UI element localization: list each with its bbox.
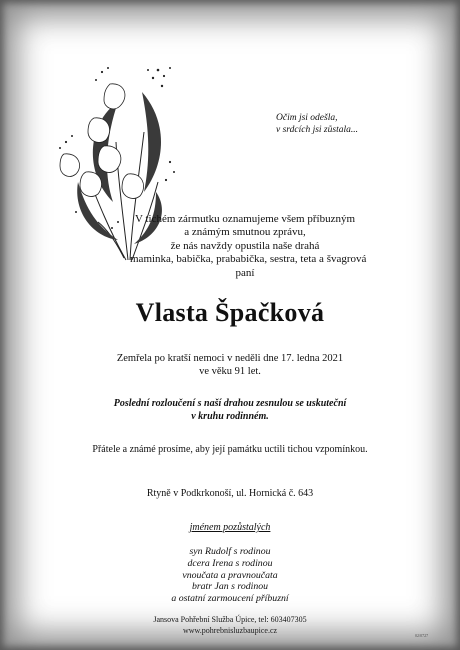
quote-line: v srdcích jsi zůstala... bbox=[276, 125, 358, 135]
farewell-line: Poslední rozloučení s naší drahou zesnulou se uskuteční bbox=[113, 398, 347, 409]
mourners-list bbox=[0, 546, 460, 605]
mourner-line: vnoučata a pravnoučata bbox=[182, 569, 278, 581]
death-notice bbox=[0, 352, 460, 378]
on-behalf-heading: jménem pozůstalých bbox=[189, 522, 271, 533]
announcement-intro bbox=[130, 213, 367, 280]
intro-line: že nás navždy opustila naše drahá bbox=[170, 239, 320, 252]
funeral-service-footer bbox=[0, 615, 460, 636]
quote-line: Očim jsi odešla, bbox=[276, 113, 338, 123]
farewell-notice bbox=[0, 398, 460, 423]
address: Rtyně v Podkrkonoší, ul. Hornická č. 643 bbox=[146, 488, 314, 499]
footer-company: Jansova Pohřební Služba Úpice, tel: 603407305 bbox=[153, 615, 307, 624]
death-line: Zemřela po kratší nemoci v neděli dne 17. ledna 2021 bbox=[116, 353, 344, 364]
mourner-line: dcera Irena s rodinou bbox=[187, 557, 273, 569]
intro-line: a známým smutnou zprávu, bbox=[184, 226, 306, 239]
mourner-line: syn Rudolf s rodinou bbox=[189, 546, 271, 557]
intro-line: paní bbox=[235, 266, 255, 279]
friends-request: Přátele a známé prosíme, aby její památku uctili tichou vzpomínkou. bbox=[92, 444, 368, 455]
farewell-line: v kruhu rodinném. bbox=[191, 410, 269, 422]
intro-line: V tichém zármutku oznamujeme všem příbuzným bbox=[134, 213, 356, 225]
intro-line: maminka, babička, prababička, sestra, teta a švagrová bbox=[130, 253, 367, 266]
death-line: ve věku 91 let. bbox=[199, 366, 261, 377]
deceased-name: Vlasta Špačková bbox=[135, 298, 325, 327]
footer-website: www.pohrebnisluzbaupice.cz bbox=[182, 625, 278, 635]
print-code: 02/0727 bbox=[415, 633, 429, 638]
memorial-quote bbox=[276, 112, 358, 136]
mourner-line: bratr Jan s rodinou bbox=[191, 581, 269, 593]
mourner-line: a ostatní zarmoucení příbuzní bbox=[171, 593, 289, 605]
